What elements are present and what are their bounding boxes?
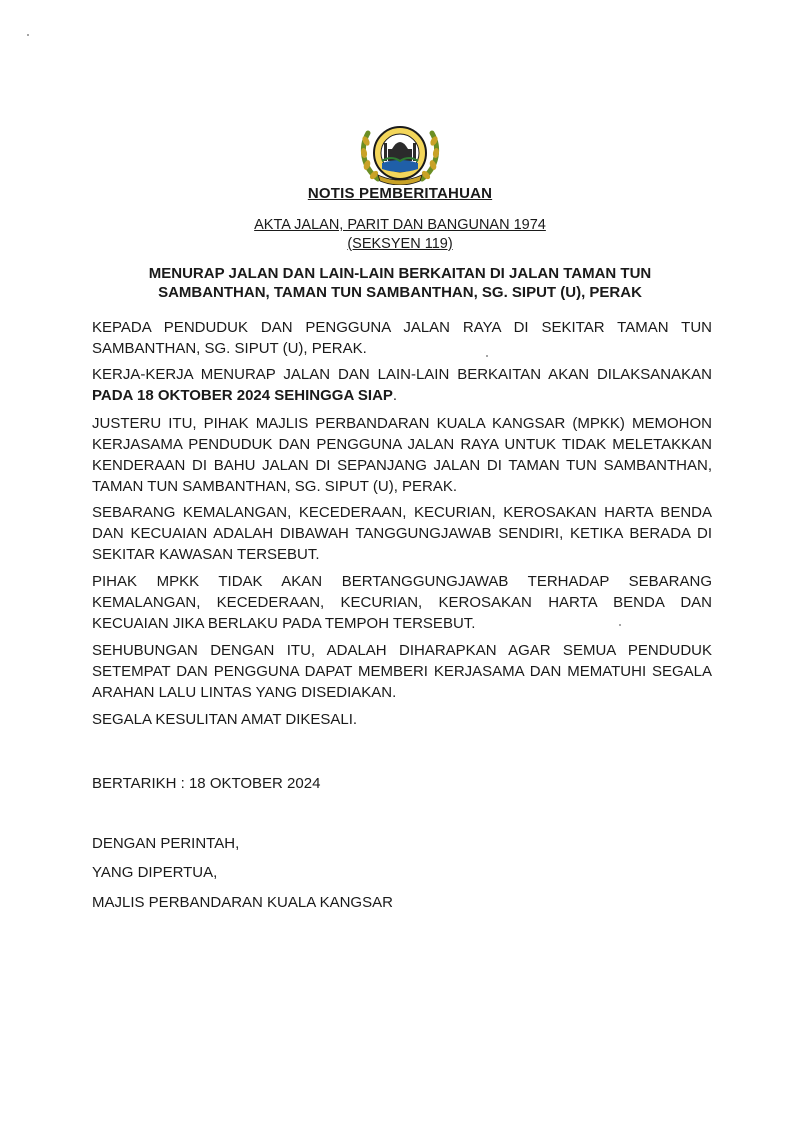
paragraph-recipients xyxy=(92,317,712,359)
paragraph-liability xyxy=(92,502,712,565)
paragraph-text: SEHUBUNGAN DENGAN ITU, ADALAH DIHARAPKAN AGAR SEMUA PENDUDUK SETEMPAT DAN PENGGUNA DAPAT MEMBERI KERJASAMA DAN MEMATUHI SEGALA ARAHAN LALU LINTAS YANG DISEDIAKAN. xyxy=(92,642,712,701)
paragraph-disclaimer xyxy=(92,571,712,634)
act-name: AKTA JALAN, PARIT DAN BANGUNAN 1974 xyxy=(254,217,546,233)
signature-line-title: YANG DIPERTUA, xyxy=(92,864,218,881)
mpkk-crest-icon xyxy=(358,119,442,185)
notice-date: BERTARIKH : 18 OKTOBER 2024 xyxy=(92,775,321,792)
paragraph-text: PIHAK MPKK TIDAK AKAN BERTANGGUNGJAWAB TERHADAP SEBARANG KEMALANGAN, KECEDERAAN, KECURIAN, KEROSAKAN HARTA BENDA DAN KECUAIAN JIKA BERLAKU PADA TEMPOH TERSEBUT. xyxy=(92,573,712,632)
paragraph-works xyxy=(92,364,712,406)
signature-line-council: MAJLIS PERBANDARAN KUALA KANGSAR xyxy=(92,894,393,911)
signature-line-order: DENGAN PERINTAH, xyxy=(92,835,240,852)
paragraph-request xyxy=(92,413,712,497)
notice-heading: MENURAP JALAN DAN LAIN-LAIN BERKAITAN DI JALAN TAMAN TUN SAMBANTHAN, TAMAN TUN SAMBANTHAN, SG. SIPUT (U), PERAK xyxy=(148,265,652,301)
scan-speck xyxy=(27,34,29,36)
paragraph-text: SEBARANG KEMALANGAN, KECEDERAAN, KECURIAN, KEROSAKAN HARTA BENDA DAN KECUAIAN ADALAH DIBAWAH TANGGUNGJAWAB SENDIRI, KETIKA BERADA DI SEKITAR KAWASAN TERSEBUT. xyxy=(92,504,712,563)
act-reference xyxy=(0,216,800,254)
paragraph-text: JUSTERU ITU, PIHAK MAJLIS PERBANDARAN KUALA KANGSAR (MPKK) MEMOHON KERJASAMA PENDUDUK DAN PENGGUNA JALAN RAYA UNTUK TIDAK MELETAKKAN KENDERAAN DI BAHU JALAN DI SEPANJANG JALAN DI TAMAN TUN SAMBANTHAN, TAMAN TUN SAMBANTHAN, SG. SIPUT (U), PERAK. xyxy=(92,415,712,495)
works-end: . xyxy=(392,387,398,404)
notice-title: NOTIS PEMBERITAHUAN xyxy=(307,185,493,202)
paragraph-apology xyxy=(92,709,712,730)
paragraph-cooperation xyxy=(92,640,712,703)
act-section: (SEKSYEN 119) xyxy=(347,236,453,252)
paragraph-text: KEPADA PENDUDUK DAN PENGGUNA JALAN RAYA DI SEKITAR TAMAN TUN SAMBANTHAN, SG. SIPUT (U), PERAK. xyxy=(92,319,712,357)
paragraph-text: SEGALA KESULITAN AMAT DIKESALI. xyxy=(92,711,358,728)
paragraph-text xyxy=(92,364,712,406)
works-text: KERJA-KERJA MENURAP JALAN DAN LAIN-LAIN BERKAITAN AKAN DILAKSANAKAN xyxy=(92,366,712,383)
works-date: PADA 18 OKTOBER 2024 SEHINGGA SIAP xyxy=(92,387,393,404)
